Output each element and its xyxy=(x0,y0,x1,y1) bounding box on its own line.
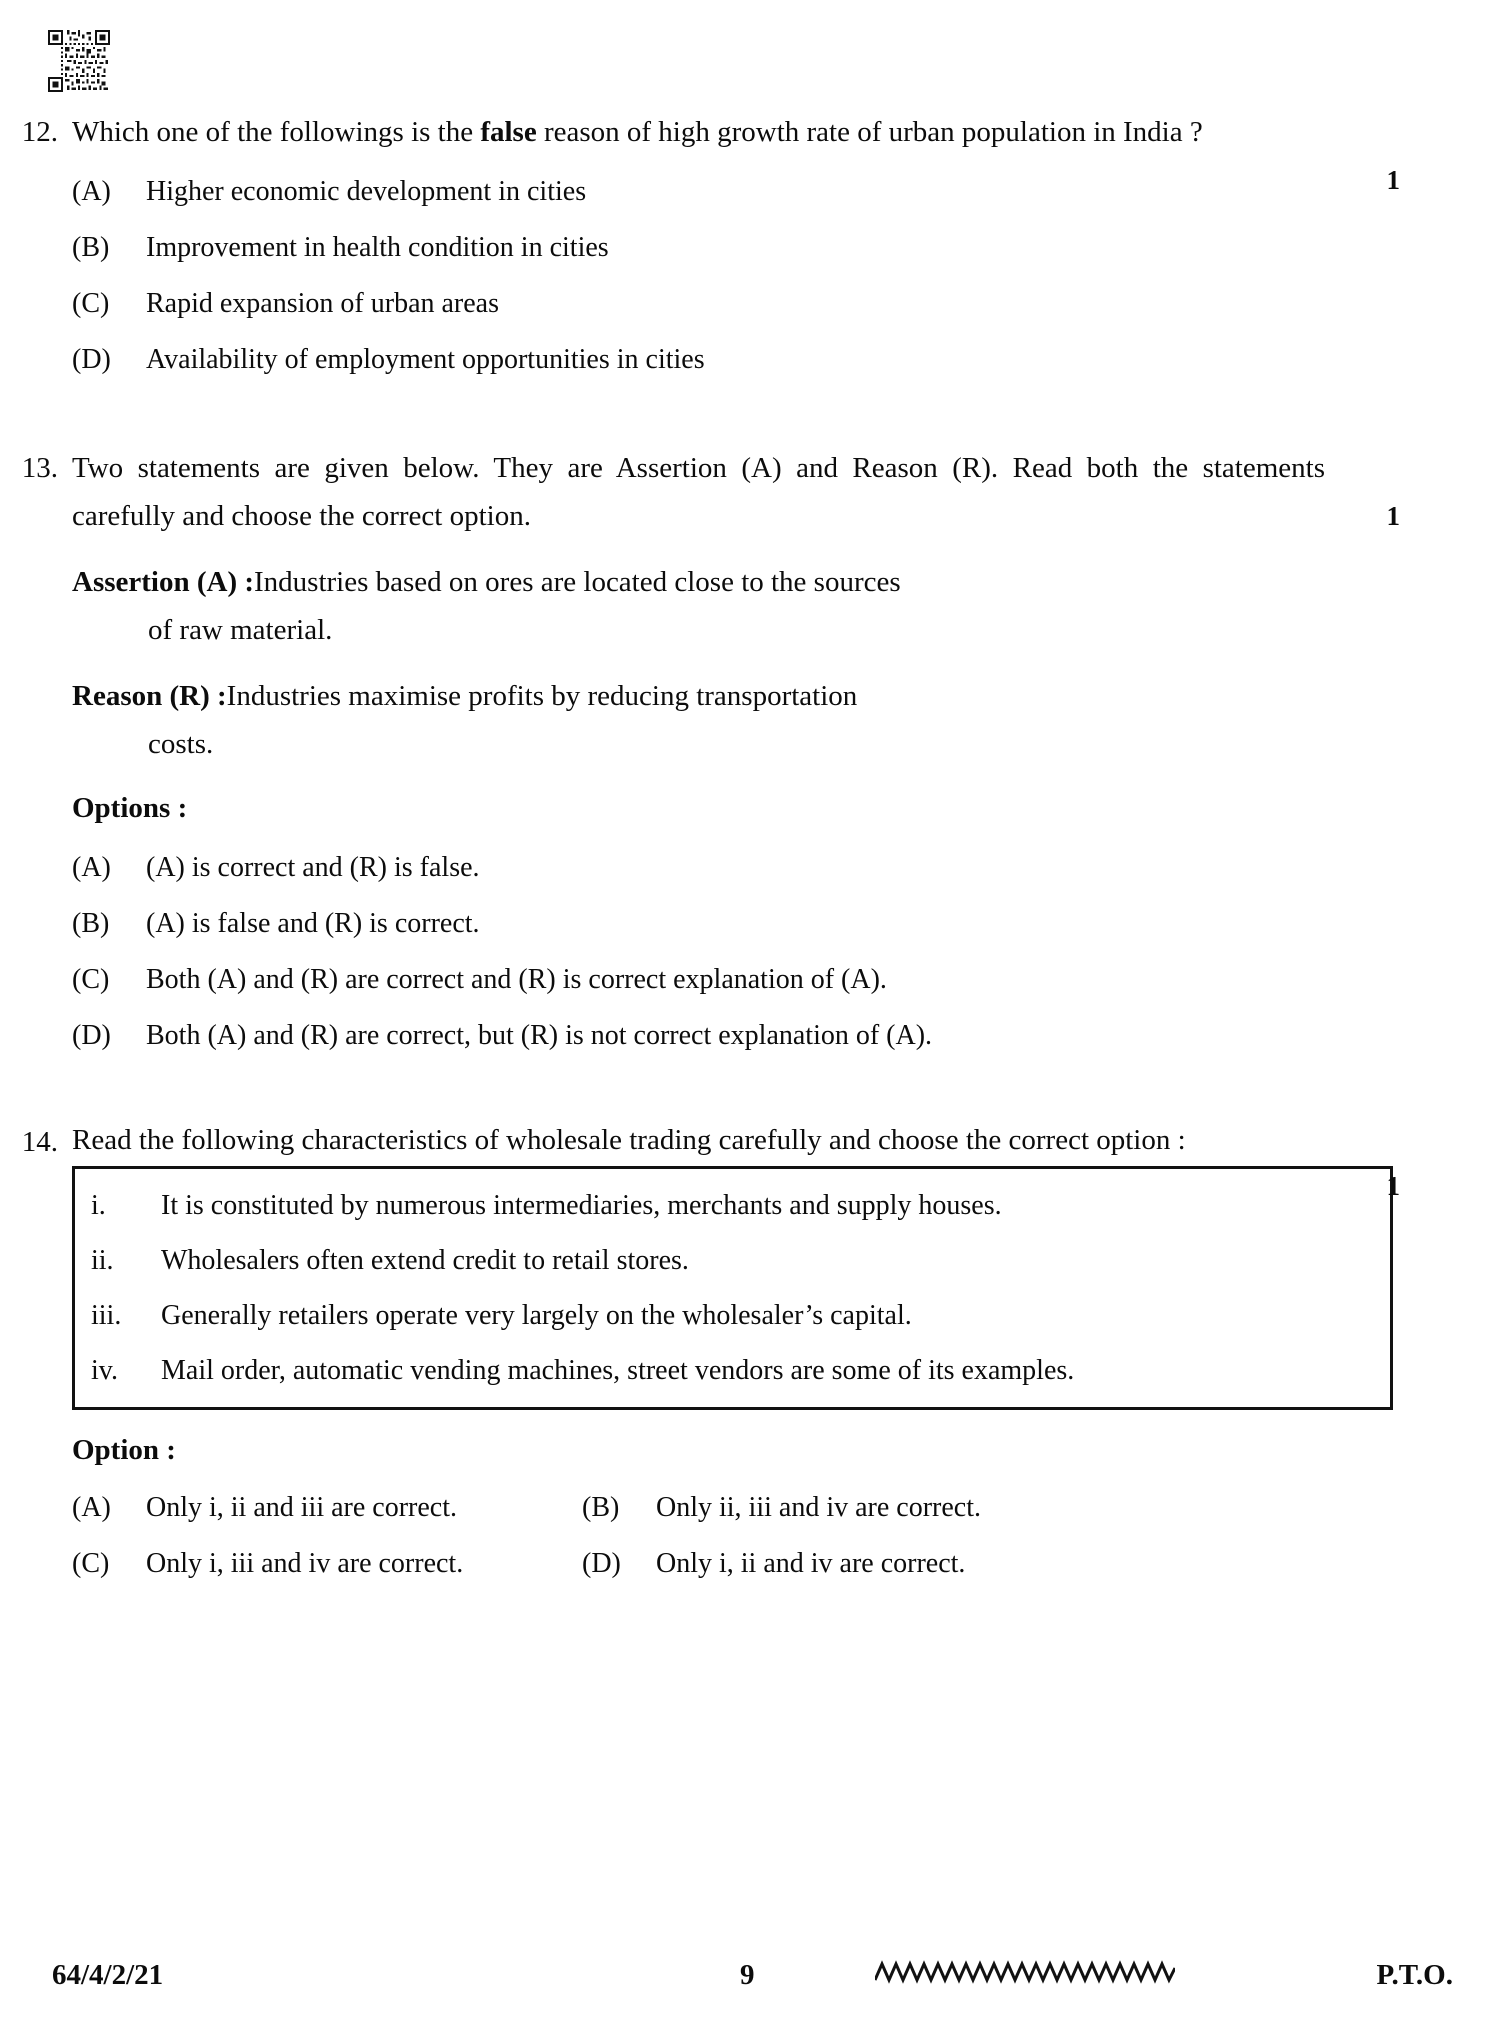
option-14-c-label: (C) xyxy=(72,1548,110,1579)
option-12-c-label: (C) xyxy=(72,288,110,319)
question-14-stem: Read the following characteristics of wholesale trading carefully and choose the correct option : xyxy=(72,1124,1186,1156)
paper-code: 64/4/2/21 xyxy=(52,1958,164,1991)
option-12-d-label: (D) xyxy=(72,344,111,375)
question-14-number: 14. xyxy=(21,1126,58,1158)
option-13-d-label: (D) xyxy=(72,1020,111,1051)
characteristic-ii-text: Wholesalers often extend credit to retail stores. xyxy=(161,1245,689,1276)
characteristic-iii-text: Generally retailers operate very largely on the wholesaler’s capital. xyxy=(161,1300,912,1331)
pto-label: P.T.O. xyxy=(1376,1958,1453,1991)
question-12-stem xyxy=(72,108,1325,156)
assertion-text-continued: of raw material. xyxy=(148,614,333,646)
reason-label: Reason (R) : xyxy=(72,680,227,712)
option-14-a[interactable] xyxy=(72,1486,582,1530)
question-12-stem-part1: Which one of the followings is the xyxy=(72,116,481,148)
option-13-a-label: (A) xyxy=(72,852,111,883)
question-14-marks: 1 xyxy=(1386,1171,1400,1201)
question-13-options xyxy=(72,846,1325,1058)
assertion-block xyxy=(72,558,1325,606)
option-12-b-text: Improvement in health condition in cities xyxy=(146,232,609,263)
page-footer xyxy=(0,1952,1505,1998)
characteristic-iii-number: iii. xyxy=(91,1300,122,1331)
option-13-a[interactable] xyxy=(72,846,1325,890)
characteristic-iv-number: iv. xyxy=(91,1355,118,1386)
assertion-label: Assertion (A) : xyxy=(72,566,255,598)
option-13-b[interactable] xyxy=(72,902,1325,946)
characteristic-iv-text: Mail order, automatic vending machines, street vendors are some of its examples. xyxy=(161,1355,1075,1386)
reason-block xyxy=(72,672,1325,720)
option-14-c[interactable] xyxy=(72,1542,582,1586)
question-12-number: 12. xyxy=(21,116,58,148)
characteristic-i-text: It is constituted by numerous intermediaries, merchants and supply houses. xyxy=(161,1190,1002,1221)
option-14-b-text: Only ii, iii and iv are correct. xyxy=(656,1492,981,1523)
option-13-c-label: (C) xyxy=(72,964,110,995)
option-12-b-label: (B) xyxy=(72,232,110,263)
question-12-marks: 1 xyxy=(1386,165,1400,195)
question-12-options xyxy=(72,170,1325,382)
option-13-d[interactable] xyxy=(72,1014,1325,1058)
option-14-b[interactable] xyxy=(582,1486,1092,1530)
assertion-text: Industries based on ores are located close to the sources xyxy=(254,566,901,598)
characteristic-ii xyxy=(91,1238,1372,1283)
option-12-d[interactable] xyxy=(72,338,1325,382)
option-13-d-text: Both (A) and (R) are correct, but (R) is not correct explanation of (A). xyxy=(146,1020,933,1051)
question-13-number: 13. xyxy=(21,452,58,484)
option-13-c-text: Both (A) and (R) are correct and (R) is correct explanation of (A). xyxy=(146,964,887,995)
option-14-b-label: (B) xyxy=(582,1492,620,1523)
option-14-a-label: (A) xyxy=(72,1492,111,1523)
question-12-stem-emphasis: false xyxy=(480,116,537,148)
option-12-a-text: Higher economic development in cities xyxy=(146,176,587,207)
option-14-c-text: Only i, iii and iv are correct. xyxy=(146,1548,464,1579)
characteristic-iv xyxy=(91,1348,1372,1393)
option-13-b-text: (A) is false and (R) is correct. xyxy=(146,908,480,939)
question-13-options-heading: Options : xyxy=(72,792,188,824)
option-14-d-text: Only i, ii and iv are correct. xyxy=(656,1548,966,1579)
option-12-d-text: Availability of employment opportunities in cities xyxy=(146,344,705,375)
zigzag-divider-icon xyxy=(875,1958,1175,1988)
question-13 xyxy=(0,444,1505,1070)
question-list xyxy=(0,108,1505,1598)
option-12-a-label: (A) xyxy=(72,176,111,207)
option-13-b-label: (B) xyxy=(72,908,110,939)
question-14-options-heading: Option : xyxy=(72,1434,176,1466)
characteristic-i-number: i. xyxy=(91,1190,106,1221)
option-14-a-text: Only i, ii and iii are correct. xyxy=(146,1492,457,1523)
option-12-a[interactable] xyxy=(72,170,1325,214)
question-13-marks: 1 xyxy=(1386,501,1400,531)
option-12-b[interactable] xyxy=(72,226,1325,270)
characteristic-ii-number: ii. xyxy=(91,1245,114,1276)
option-12-c[interactable] xyxy=(72,282,1325,326)
reason-text-continued: costs. xyxy=(148,728,214,760)
reason-text: Industries maximise profits by reducing transportation xyxy=(226,680,858,712)
page-number: 9 xyxy=(740,1958,755,1991)
option-14-d-label: (D) xyxy=(582,1548,621,1579)
option-13-a-text: (A) is correct and (R) is false. xyxy=(146,852,480,883)
characteristics-box xyxy=(72,1166,1393,1410)
option-13-c[interactable] xyxy=(72,958,1325,1002)
question-12-stem-part2: reason of high growth rate of urban population in India ? xyxy=(536,116,1203,148)
characteristic-i xyxy=(91,1183,1372,1228)
option-14-d[interactable] xyxy=(582,1542,1092,1586)
qr-code-icon xyxy=(48,30,110,92)
question-14 xyxy=(0,1118,1505,1598)
question-12 xyxy=(0,108,1505,394)
characteristic-iii xyxy=(91,1293,1372,1338)
question-13-stem: Two statements are given below. They are Assertion (A) and Reason (R). Read both the statements carefully and choose the correct option. xyxy=(72,452,1325,532)
option-12-c-text: Rapid expansion of urban areas xyxy=(146,288,499,319)
question-14-options xyxy=(72,1486,1092,1598)
